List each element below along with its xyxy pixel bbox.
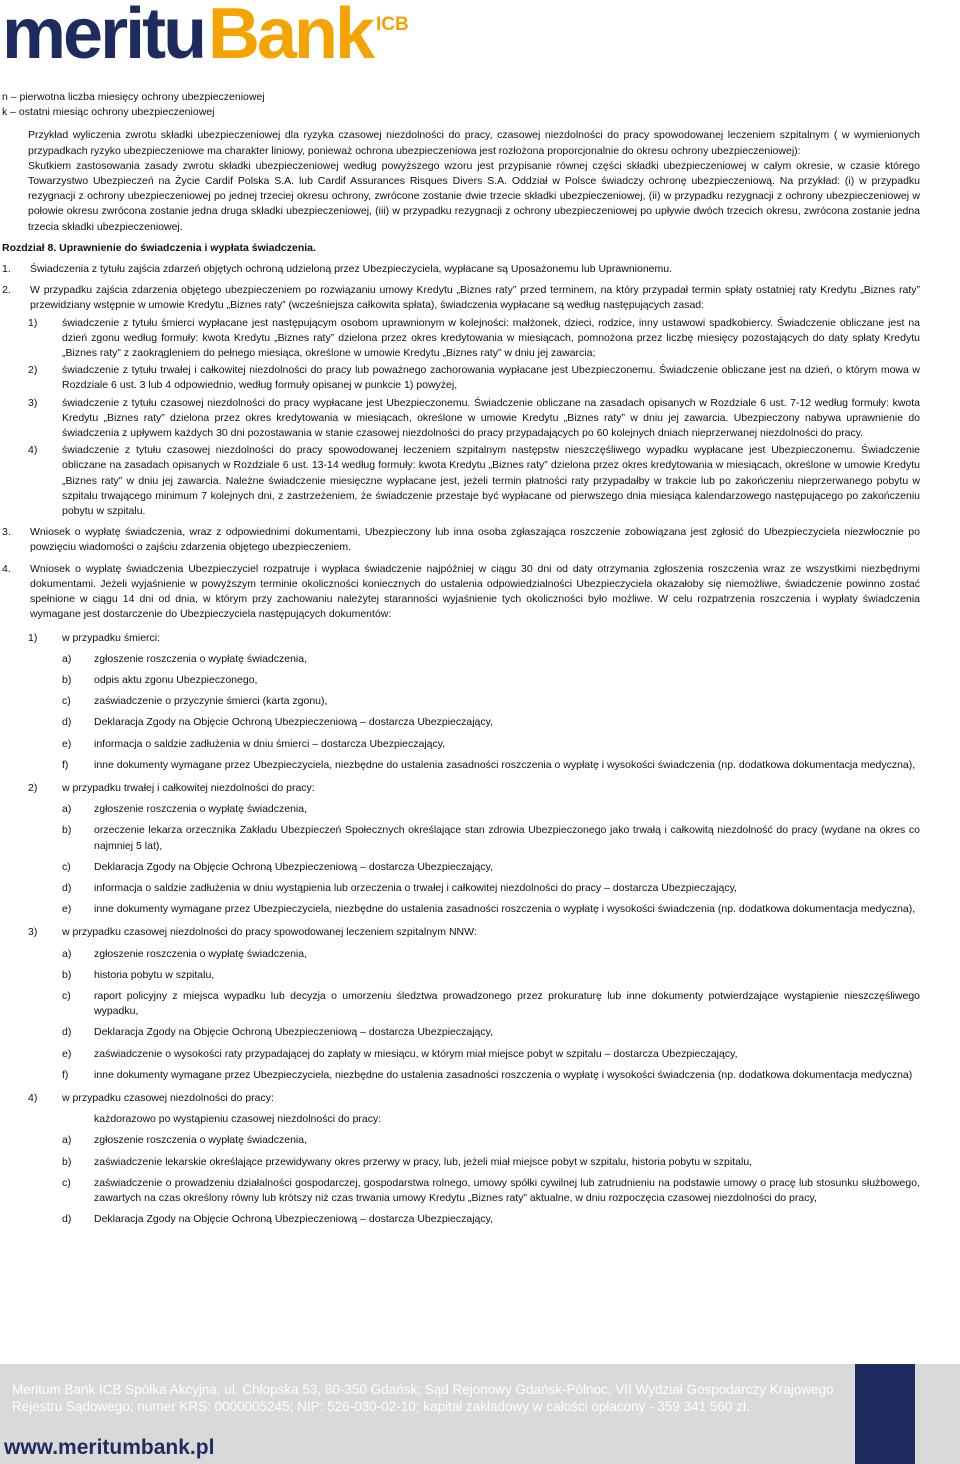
document-item-letter: a) — [62, 803, 72, 816]
document-list-item — [2, 860, 920, 875]
legend-n: n – pierwotna liczba miesięcy ochrony ubezpieczeniowej — [2, 91, 265, 103]
document-item-letter: b) — [62, 968, 72, 981]
document-list-item — [2, 758, 920, 773]
rule-item-number: 3) — [28, 396, 38, 409]
paragraph-number: 2. — [2, 284, 11, 297]
document-item-text: zgłoszenie roszczenia o wypłatę świadczenia, — [94, 652, 308, 665]
document-item-letter: d) — [62, 1026, 72, 1039]
document-item-letter: b) — [62, 824, 72, 837]
document-section-title: w przypadku czasowej niezdolności do pracy: — [62, 1091, 274, 1104]
document-section-title: w przypadku śmierci: — [62, 631, 161, 644]
document-item-text: informacja o saldzie zadłużenia w dniu śmierci – dostarcza Ubezpieczający, — [94, 737, 446, 750]
document-item-text: zaświadczenie lekarskie określające przewidywany okres przerwy w pracy, lub, jeżeli miał miejsce pobyt w szpitalu, historia pobytu w szpitalu, — [94, 1155, 753, 1168]
document-item-letter: a) — [62, 1134, 72, 1147]
document-list-item — [2, 673, 920, 688]
document-item-text: Deklaracja Zgody na Objęcie Ochroną Ubezpieczeniową – dostarcza Ubezpieczający, — [94, 716, 494, 729]
document-item-text: Deklaracja Zgody na Objęcie Ochroną Ubezpieczeniową – dostarcza Ubezpieczający, — [94, 1213, 494, 1226]
logo-bank: Bank — [208, 0, 373, 74]
document-item-text: inne dokumenty wymagane przez Ubezpieczyciela, niezbędne do ustalenia zasadności roszczenia o wypłatę i wysokości świadczenia (np. dodatkowa dokumentacja medyczna), — [94, 903, 916, 916]
legend-k: k – ostatni miesiąc ochrony ubezpieczeniowej — [2, 106, 215, 119]
rule-item-text: świadczenie z tytułu czasowej niezdolności do pracy wypłacane jest Ubezpieczonemu. Świadczenie obliczane na zasadach opisanych w Rozdziale 6 ust. 7-12 według formuły: kwota Kredytu „Biznes raty” dzielona przez okres kredytowania w miesiącach, określone w umowie Kredytu „Biznes raty” w dniu jej zawarcia. Ubezpieczony nabywa uprawnienie do świadczenia z upływem każdych 30 dni pozostawania w stanie czasowej niezdolności do pracy przypadających po 60 kolejnych dniach nieprzerwanej niezdolności do pracy. — [62, 396, 920, 440]
document-list-item — [2, 968, 920, 983]
effects-paragraph: Skutkiem zastosowania zasady zwrotu składki ubezpieczeniowej według powyższego wzoru jest przypisanie równej części składki ubezpieczeniowej w całym okresie, w czasie którego Towarzystwo Ubezpieczeń na Życie Cardif Polska S.A. lub Cardif Assurances Risques Divers S.A. Oddział w Polsce świadczy ochronę ubezpieczeniową. Na przykład: (i) w przypadku rezygnacji z ochrony ubezpieczeniowej po jednej trzeciej okresu ochrony, zwrócone zostanie dwie trzecie składki ubezpieczeniowej, (ii) w przypadku rezygnacji z ochrony ubezpieczeniowej w połowie okresu zwrócona zostanie jedna druga składki ubezpieczeniowej, (iii) w przypadku rezygnacji z ochrony ubezpieczeniowej po upływie dwóch trzecich okresu, zwrócona zostanie jedna trzecia składki ubezpieczeniowej. — [28, 159, 920, 233]
document-item-text: Deklaracja Zgody na Objęcie Ochroną Ubezpieczeniową – dostarcza Ubezpieczający, — [94, 860, 494, 873]
document-item-letter: b) — [62, 1155, 72, 1168]
document-item-letter: f) — [62, 1068, 69, 1081]
document-section — [2, 631, 920, 646]
rule-item-text: świadczenie z tytułu czasowej niezdolności do pracy spowodowanej leczeniem szpitalnym następstw nieszczęśliwego wypadku wypłacane jest Ubezpieczonemu. Świadczenie obliczane na zasadach opisanych w Rozdziale 6 ust. 13-14 według formuły: kwota Kredytu „Biznes raty” dzielona przez okres kredytowania w miesiącach, określone w umowie Kredytu „Biznes raty” w dniu jej zawarcia. Należne świadczenie miesięczne wypłacane jest, jeżeli termin płatności raty przypadałby w trakcie lub po zakończeniu nieprzerwanego pobytu w szpitalu trwającego minimum 7 kolejnych dni, z zastrzeżeniem, że świadczenie przestaje być wypłacane od pierwszego dnia miesiąca kalendarzowego następującego po zakończeniu pobytu w szpitalu. — [62, 444, 920, 518]
document-item-letter: d) — [62, 716, 72, 729]
document-section-number: 2) — [28, 781, 38, 794]
document-section — [2, 1091, 920, 1106]
paragraph-number: 4. — [2, 562, 11, 575]
document-list-item — [2, 715, 920, 730]
rule-item — [2, 363, 920, 393]
paragraph-4 — [2, 562, 920, 623]
paragraph-2 — [2, 283, 920, 313]
paragraph-text: Świadczenia z tytułu zajścia zdarzeń objętych ochroną udzieloną przez Ubezpieczyciela, wypłacane są Uposażonemu lub Uprawnionemu. — [30, 263, 673, 276]
document-item-letter: d) — [62, 1213, 72, 1226]
document-section-number: 1) — [28, 631, 38, 644]
document-item-text: zaświadczenie o prowadzeniu działalności gospodarczej, gospodarstwa rolnego, umowy spółki cywilnej lub zatrudnieniu na podstawie umowy o pracę lub stosunku służbowego, zawartych na czas określony równy lub krótszy niż czas trwania umowy Kredytu „Biznes raty” aktualne, w dniu rozpoczęcia czasowej niezdolności do pracy, — [94, 1176, 920, 1204]
document-section-number: 4) — [28, 1091, 38, 1104]
document-item-text: zaświadczenie o wysokości raty przypadającej do zapłaty w miesiącu, w którym miał miejsce pobyt w szpitalu – dostarcza Ubezpieczający, — [94, 1047, 738, 1060]
document-item-text: inne dokumenty wymagane przez Ubezpieczyciela, niezbędne do ustalenia zasadności roszczenia o wypłatę i wysokości świadczenia (np. dodatkowa dokumentacja medyczna) — [94, 1068, 913, 1081]
document-item-text: Deklaracja Zgody na Objęcie Ochroną Ubezpieczeniową – dostarcza Ubezpieczający, — [94, 1026, 494, 1039]
document-section — [2, 925, 920, 940]
document-list-item — [2, 1047, 920, 1062]
document-section-note: każdorazowo po wystąpieniu czasowej niezdolności do pracy: — [94, 1113, 382, 1126]
footer-website-link[interactable]: www.meritumbank.pl — [4, 1436, 215, 1459]
footer — [0, 1364, 960, 1464]
document-item-letter: a) — [62, 947, 72, 960]
document-list-item — [2, 652, 920, 667]
document-item-letter: a) — [62, 652, 72, 665]
paragraph-1 — [2, 262, 920, 277]
document-item-letter: d) — [62, 881, 72, 894]
document-list-item — [2, 902, 920, 917]
paragraph-2-list — [2, 316, 920, 520]
document-list-item — [2, 802, 920, 817]
document-list-item — [2, 881, 920, 896]
document-item-letter: c) — [62, 1176, 71, 1189]
rule-item-text: świadczenie z tytułu śmierci wypłacane jest następującym osobom uprawnionym w kolejności: małżonek, dzieci, rodzice, inny ustawowi spadkobiercy. Świadczenie obliczane jest na dzień zgonu według formuły: kwota Kredytu „Biznes raty” dzielona przez okres kredytowania w miesiącach, pomnożona przez liczbę miesięcy pozostających do daty spłaty Kredytu „Biznes raty” z zaokrągleniem do pełnego miesiąca, określone w umowie Kredytu „Biznes raty” w dniu jej zawarcia; — [62, 316, 920, 360]
document-list-item — [2, 823, 920, 853]
paragraph-number: 1. — [2, 263, 11, 276]
chapter-heading: Rozdział 8. Uprawnienie do świadczenia i wypłata świadczenia. — [2, 241, 316, 254]
document-list-item — [2, 694, 920, 709]
logo-icb: ICB — [376, 14, 409, 35]
footer-notch — [915, 1364, 960, 1428]
rule-item — [2, 396, 920, 442]
rule-item — [2, 316, 920, 362]
document-section-number: 3) — [28, 926, 38, 939]
document-list-item — [2, 1068, 920, 1083]
document-item-text: inne dokumenty wymagane przez Ubezpieczyciela, niezbędne do ustalenia zasadności roszczenia o wypłatę i wysokości świadczenia (np. dodatkowa dokumentacja medyczna), — [94, 758, 916, 771]
document-list-item — [2, 1133, 920, 1148]
example-paragraph: Przykład wyliczenia zwrotu składki ubezpieczeniowej dla ryzyka czasowej niezdolności do pracy, czasowej niezdolności do pracy spowodowanej leczeniem szpitalnym ( w wymienionych przypadkach ryzyko ubezpieczeniowe ma charakter liniowy, ponieważ ochrona ubezpieczeniowa jest rozłożona proporcjonalnie do okresu ochrony ubezpieczeniowej): — [28, 129, 920, 157]
paragraph-text: Wniosek o wypłatę świadczenia Ubezpieczyciel rozpatruje i wypłaca świadczenie najpóźniej w ciągu 30 dni od daty otrzymania zgłoszenia roszczenia wraz ze wszystkimi niezbędnymi dokumentami. Jeżeli wyjaśnienie w powyższym terminie okoliczności koniecznych do ustalenia odpowiedzialności Ubezpieczyciela okazałoby się niemożliwe, świadczenie powinno zostać spełnione w ciągu 14 dni od dnia, w którym przy zachowaniu należytej staranności wyjaśnienie tych okoliczności było możliwe. W celu rozpatrzenia roszczenia i wypłaty świadczenia wymagane jest dostarczenie do Ubezpieczyciela następujących dokumentów: — [30, 562, 920, 621]
document-item-text: zgłoszenie roszczenia o wypłatę świadczenia, — [94, 1134, 308, 1147]
rule-item-number: 4) — [28, 444, 38, 457]
document-item-text: odpis aktu zgonu Ubezpieczonego, — [94, 673, 258, 686]
document-list-item — [2, 989, 920, 1019]
document-list-item — [2, 1176, 920, 1206]
document-item-letter: c) — [62, 695, 71, 708]
footer-company-line-1: Meritum Bank ICB Spółka Akcyjna; ul. Chłopska 53, 80-350 Gdańsk; Sąd Rejonowy Gdańsk-Północ, VII Wydział Gospodarczy Krajowego — [12, 1382, 834, 1397]
document-item-text: zaświadczenie o przyczynie śmierci (karta zgonu), — [94, 695, 328, 708]
document-item-letter: e) — [62, 737, 72, 750]
paragraph-number: 3. — [2, 526, 11, 539]
document-list-item — [2, 947, 920, 962]
footer-company-line-2: Rejestru Sądowego; numer KRS: 0000005245; NIP: 526-030-02-10; kapitał zakładowy w całości opłacony - 359 341 560 zł. — [12, 1399, 750, 1414]
rule-item-number: 1) — [28, 316, 38, 329]
document-item-letter: b) — [62, 673, 72, 686]
document-list-item — [2, 1212, 920, 1227]
document-section — [2, 781, 920, 796]
rule-item-number: 2) — [28, 364, 38, 377]
document-list-item — [2, 1025, 920, 1040]
document-item-letter: e) — [62, 1047, 72, 1060]
rule-item — [2, 443, 920, 519]
document-section-title: w przypadku trwałej i całkowitej niezdolności do pracy: — [62, 781, 315, 794]
document-item-text: orzeczenie lekarza orzecznika Zakładu Ubezpieczeń Społecznych określające stan zdrowia Ubezpieczonego jako trwałą i całkowitą niezdolność do pracy (wydane na okres co najmniej 5 lat), — [94, 824, 920, 852]
footer-brand-block — [855, 1364, 915, 1464]
logo-meritu: meritu — [2, 0, 205, 74]
paragraph-3 — [2, 525, 920, 555]
meritum-bank-logo — [0, 0, 420, 72]
document-item-letter: f) — [62, 758, 69, 771]
document-item-letter: c) — [62, 860, 71, 873]
document-list-item — [2, 1155, 920, 1170]
document-section-title: w przypadku czasowej niezdolności do pracy spowodowanej leczeniem szpitalnym NNW: — [62, 926, 477, 939]
rule-item-text: świadczenie z tytułu trwałej i całkowitej niezdolności do pracy lub poważnego zachorowania wypłacane jest Ubezpieczonemu. Świadczenie obliczane jest na dzień, o którym mowa w Rozdziale 6 ust. 3 lub 4 odpowiednio, według formuły opisanej w punkcie 1) powyżej, — [62, 364, 920, 392]
paragraph-text: W przypadku zajścia zdarzenia objętego ubezpieczeniem po rozwiązaniu umowy Kredytu „Biznes raty” przed terminem, na który przypadał termin spłaty ostatniej raty Kredytu „Biznes raty” przewidziany wstępnie w umowie Kredytu „Biznes raty” (wcześniejsza całkowita spłata), świadczenia wypłacane są według następujących zasad: — [30, 284, 920, 312]
document-item-text: zgłoszenie roszczenia o wypłatę świadczenia, — [94, 947, 308, 960]
document-item-text: historia pobytu w szpitalu, — [94, 968, 215, 981]
document-list-item — [2, 737, 920, 752]
paragraph-text: Wniosek o wypłatę świadczenia, wraz z odpowiednimi dokumentami, Ubezpieczony lub inna osoba zgłaszająca roszczenie zobowiązana jest zgłosić do Ubezpieczyciela niezwłocznie po powzięciu wiadomości o zajściu zdarzenia objętego ubezpieczeniem. — [30, 526, 920, 554]
documents-list — [2, 631, 920, 1228]
document-body — [2, 90, 920, 1227]
document-item-letter: e) — [62, 903, 72, 916]
document-item-letter: c) — [62, 989, 71, 1002]
document-item-text: zgłoszenie roszczenia o wypłatę świadczenia, — [94, 803, 308, 816]
document-item-text: informacja o saldzie zadłużenia w dniu wystąpienia lub orzeczenia o trwałej i całkowitej niezdolności do pracy – dostarcza Ubezpieczający, — [94, 881, 737, 894]
document-item-text: raport policyjny z miejsca wypadku lub decyzja o umorzeniu śledztwa prowadzonego przez prokuraturę lub inne dokumenty potwierdzające wystąpienie nieszczęśliwego wypadku, — [94, 989, 920, 1018]
